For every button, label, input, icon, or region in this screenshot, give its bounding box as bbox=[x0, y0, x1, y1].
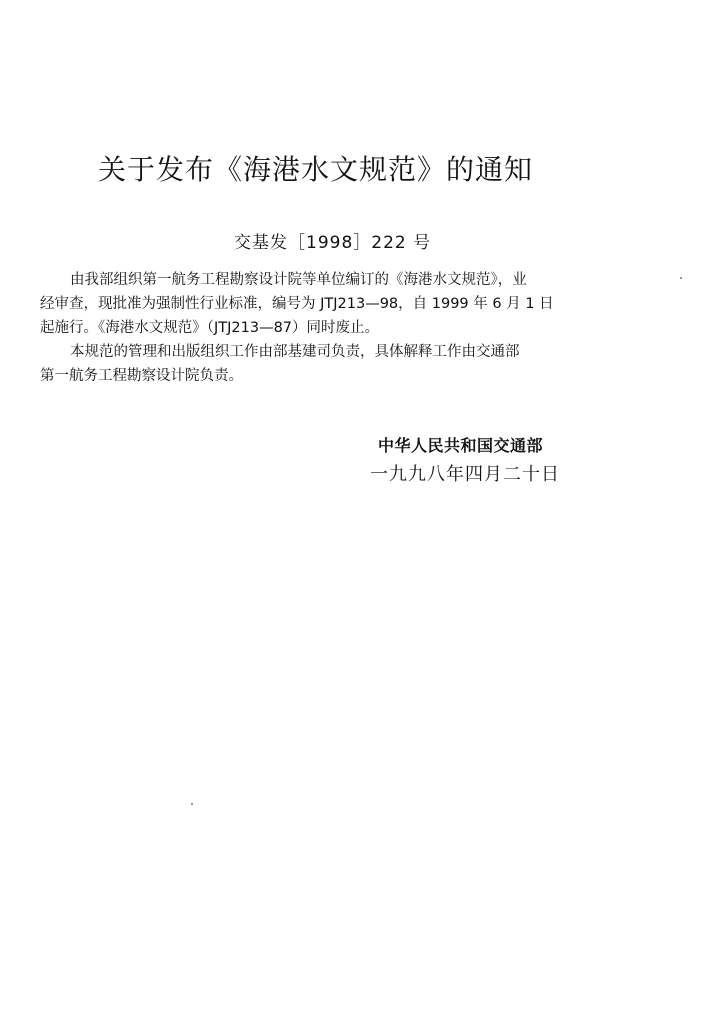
paragraph-2-line-1: 本规范的管理和出版组织工作由部基建司负责，具体解释工作由交通部 bbox=[70, 344, 520, 360]
scan-speck bbox=[680, 277, 682, 279]
paragraph-2-line-2: 第一航务工程勘察设计院负责。 bbox=[40, 368, 243, 384]
paragraph-1-line-3: 起施行。《海港水文规范》（JTJ213—87）同时废止。 bbox=[40, 320, 380, 336]
paragraph-1-line-1: 由我部组织第一航务工程勘察设计院等单位编订的《海港水文规范》，业 bbox=[70, 272, 527, 288]
document-number: 交基发［1998］222 号 bbox=[234, 233, 432, 253]
scan-speck bbox=[191, 803, 193, 805]
paragraph-1-line-2: 经审查，现批准为强制性行业标准，编号为 JTJ213—98，自 1999 年 6 月 1 日 bbox=[40, 296, 554, 312]
notice-title: 关于发布《海港水文规范》的通知 bbox=[98, 153, 534, 186]
notice-body bbox=[40, 268, 620, 388]
signing-date: 一九九八年四月二十日 bbox=[370, 464, 560, 485]
signing-organization: 中华人民共和国交通部 bbox=[378, 436, 544, 455]
